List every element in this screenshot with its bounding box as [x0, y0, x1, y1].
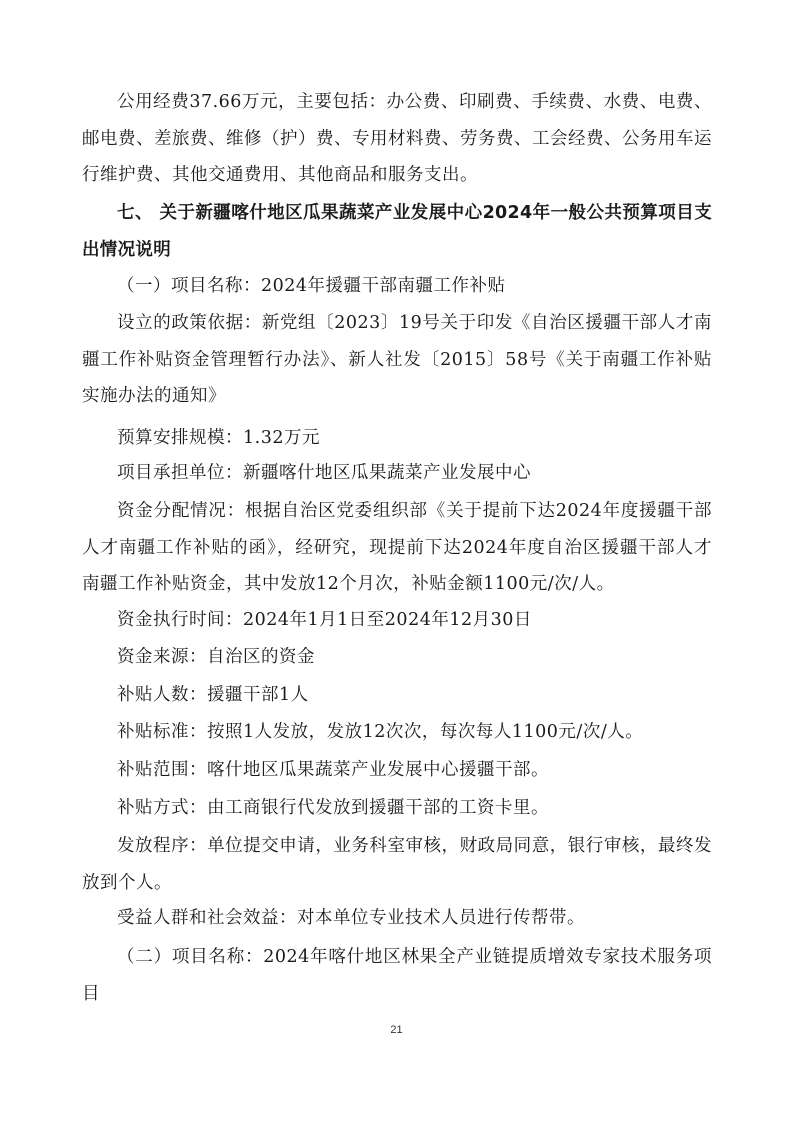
fund-source: 资金来源：自治区的资金 — [117, 647, 315, 667]
project1-name: （一）项目名称：2024年援疆干部南疆工作补贴 — [117, 276, 506, 296]
issuance-procedure-paragraph: 发放程序：单位提交申请，业务科室审核，财政局同意，银行审核，最终发放到个人。 — [82, 836, 712, 893]
execution-time: 资金执行时间：2024年1月1日至2024年12月30日 — [117, 610, 532, 630]
fund-allocation-paragraph: 资金分配情况：根据自治区党委组织部《关于提前下达2024年度援疆干部人才南疆工作补贴的函》，经研究，现提前下达2024年度自治区援疆干部人才南疆工作补贴资金，其中发放12个月次，补贴金额1100元/次/人。 — [82, 501, 712, 594]
undertaking-unit: 项目承担单位：新疆喀什地区瓜果蔬菜产业发展中心 — [117, 463, 531, 483]
subsidy-scope: 补贴范围：喀什地区瓜果蔬菜产业发展中心援疆干部。 — [117, 760, 549, 780]
budget-scale: 预算安排规模：1.32万元 — [117, 428, 320, 448]
subsidy-method: 补贴方式：由工商银行代发放到援疆干部的工资卡里。 — [117, 798, 549, 818]
page-number: 21 — [390, 1024, 403, 1036]
subsidy-count: 补贴人数：援疆干部1人 — [117, 685, 309, 705]
project2-name: （二）项目名称：2024年喀什地区林果全产业链提质增效专家技术服务项目 — [82, 947, 712, 1004]
policy-basis-paragraph: 设立的政策依据：新党组〔2023〕19号关于印发《自治区援疆干部人才南疆工作补贴资金管理暂行办法》、新人社发〔2015〕58号《关于南疆工作补贴实施办法的通知》 — [82, 313, 712, 406]
beneficiaries: 受益人群和社会效益：对本单位专业技术人员进行传帮带。 — [117, 908, 585, 928]
public-funds-paragraph: 公用经费37.66万元，主要包括：办公费、印刷费、手续费、水费、电费、邮电费、差旅费、维修（护）费、专用材料费、劳务费、工会经费、公务用车运行维护费、其他交通费用、其他商品和服务支出。 — [82, 92, 712, 185]
section-heading: 七、 关于新疆喀什地区瓜果蔬菜产业发展中心2024年一般公共预算项目支出情况说明 — [82, 203, 712, 260]
subsidy-standard: 补贴标准：按照1人发放，发放12次次，每次每人1100元/次/人。 — [117, 722, 644, 742]
